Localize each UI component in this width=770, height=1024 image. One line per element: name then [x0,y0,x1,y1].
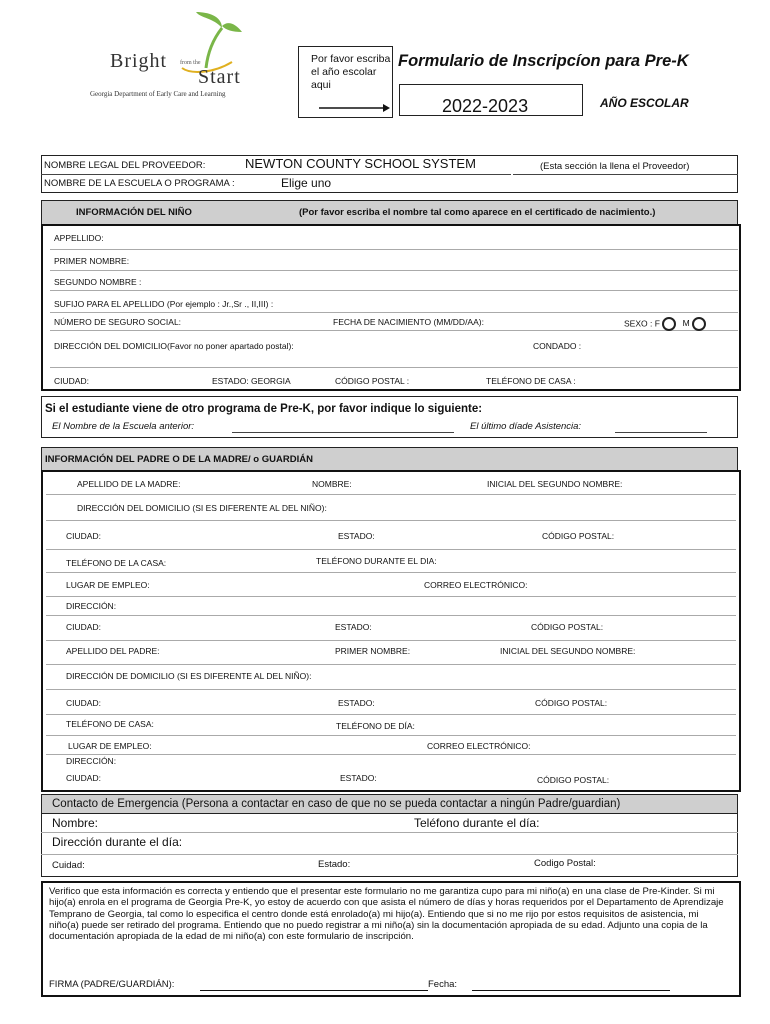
father-work-state[interactable]: ESTADO: [340,773,377,783]
sex-f-radio[interactable] [662,317,676,331]
mother-initial[interactable]: INICIAL DEL SEGUNDO NOMBRE: [487,479,623,489]
sex-f-label: SEXO : F [624,318,660,329]
father-state[interactable]: ESTADO: [338,698,375,708]
emergency-day-address[interactable]: Dirección durante el día: [52,835,183,849]
child-first-name[interactable]: PRIMER NOMBRE: [54,256,130,266]
emergency-title: Contacto de Emergencia (Persona a contactar en caso de que no se pueda contactar a ningún Padre/guardian) [52,798,621,810]
emergency-zip[interactable]: Codigo Postal: [534,858,596,869]
father-last-name[interactable]: APELLIDO DEL PADRE: [66,646,160,656]
father-city[interactable]: CIUDAD: [66,698,101,708]
mother-work-state[interactable]: ESTADO: [335,622,372,632]
logo-from-the: from the [180,60,201,66]
mother-work-city[interactable]: CIUDAD: [66,622,101,632]
form-title: Formulario de Inscripcíon para Pre-K [398,52,689,70]
child-suffix[interactable]: SUFIJO PARA EL APELLIDO (Por ejemplo : Jr.,Sr ., II,III) : [54,299,274,309]
provider-legal-value[interactable]: NEWTON COUNTY SCHOOL SYSTEM [245,156,476,171]
child-info-header [41,200,738,225]
prev-last-day-label: El último díade Asistencia: [470,421,582,432]
father-home-phone[interactable]: TELÉFONO DE CASA: [66,719,154,729]
father-zip[interactable]: CÓDIGO POSTAL: [535,698,608,708]
mother-home-phone[interactable]: TELÉFONO DE LA CASA: [66,558,167,568]
child-city[interactable]: CIUDAD: [54,376,89,386]
mother-city[interactable]: CIUDAD: [66,531,101,541]
emergency-name[interactable]: Nombre: [52,816,99,830]
child-info-title: INFORMACIÓN DEL NIÑO [76,207,192,218]
father-first-name[interactable]: PRIMER NOMBRE: [335,646,411,656]
mother-state[interactable]: ESTADO: [338,531,375,541]
agreement-text: Verifico que esta información es correcta y entiendo que el presentar este formulario no me garantiza cupo para mi niño(a) en una clase de Pre-Kinder. Si mi hijo(a) enrola en el programa de Georgia Pre-K, yo estoy de acuerdo con que asista el número de días y horas requeridos por el Departamento de Aprendizaje Temprano de Georgia, tal como lo especifica el centro donde está enrolado(a) mi hijo(a). Entiendo que si no me rijo por estos requisitos de asistencia, mi niño(a) puede ser retirado del programa. Entiendo que no puedo registrar a mi niño(a) sin la documentación apropiada de su edad. Adjunto una copia de la documentación apropiada de la edad de mi niño(a) con este formulario de inscripción. [49,886,724,943]
mother-day-phone[interactable]: TELÉFONO DURANTE EL DIA: [316,556,437,566]
year-note-box [298,46,393,118]
child-sex [624,317,706,331]
emergency-day-phone[interactable]: Teléfono durante el día: [414,816,540,830]
child-county[interactable]: CONDADO : [533,341,582,351]
year-note: Por favor escriba el año escolar aqui [311,53,391,91]
child-middle-name[interactable]: SEGUNDO NOMBRE : [54,277,142,287]
emergency-header [41,794,738,814]
child-ssn[interactable]: NÚMERO DE SEGURO SOCIAL: [54,317,182,327]
father-employer[interactable]: LUGAR DE EMPLEO: [68,741,152,751]
date-label: Fecha: [428,979,458,990]
father-address[interactable]: DIRECCIÓN DE DOMICILIO (SI ES DIFERENTE AL DEL NIÑO): [66,671,312,681]
provider-legal-label: NOMBRE LEGAL DEL PROVEEDOR: [44,160,206,171]
school-program-label: NOMBRE DE LA ESCUELA O PROGRAMA : [44,178,235,189]
arrow-right-icon [319,102,391,114]
mother-work-address[interactable]: DIRECCIÓN: [66,601,117,611]
logo-agency: Georgia Department of Early Care and Learning [90,90,226,98]
logo-bright: Bright [110,50,168,72]
school-program-value[interactable]: Elige uno [281,176,332,190]
parent-info-title: INFORMACIÓN DEL PADRE O DE LA MADRE/ o GUARDIÁN [45,454,313,465]
school-year-label: AÑO ESCOLAR [600,96,689,110]
child-info-note: (Por favor escriba el nombre tal como aparece en el certificado de nacimiento.) [299,207,656,218]
mother-name[interactable]: NOMBRE: [312,479,352,489]
mother-employer[interactable]: LUGAR DE EMPLEO: [66,580,150,590]
school-year-box[interactable] [399,84,583,116]
father-initial[interactable]: INICIAL DEL SEGUNDO NOMBRE: [500,646,636,656]
mother-zip[interactable]: CÓDIGO POSTAL: [542,531,615,541]
logo-start: Start [198,66,241,88]
father-work-zip[interactable]: CÓDIGO POSTAL: [537,775,610,785]
mother-email[interactable]: CORREO ELECTRÓNICO: [424,580,528,590]
bright-from-the-start-logo [86,10,276,100]
mother-address[interactable]: DIRECCIÓN DEL DOMICILIO (SI ES DIFERENTE AL DEL NIÑO): [77,503,327,513]
date-line[interactable] [472,990,670,991]
mother-work-zip[interactable]: CÓDIGO POSTAL: [531,622,604,632]
child-zip[interactable]: CÓDIGO POSTAL : [335,376,410,386]
father-work-city[interactable]: CIUDAD: [66,773,101,783]
signature-line[interactable] [200,990,428,991]
father-work-address[interactable]: DIRECCIÓN: [66,756,117,766]
child-dob[interactable]: FECHA DE NACIMIENTO (MM/DD/AA): [333,317,484,327]
emergency-state[interactable]: Estado: [318,859,351,870]
sex-m-radio[interactable] [692,317,706,331]
prev-last-day-line[interactable] [615,432,707,433]
child-last-name[interactable]: APPELLIDO: [54,233,104,243]
parent-info-header [41,447,738,471]
father-day-phone[interactable]: TELÉFONO DE DÍA: [336,721,415,731]
child-address[interactable]: DIRECCIÓN DEL DOMICILIO(Favor no poner apartado postal): [54,341,294,351]
sex-m-label: M [682,318,690,329]
child-phone[interactable]: TELÉFONO DE CASA : [486,376,576,386]
father-email[interactable]: CORREO ELECTRÓNICO: [427,741,531,751]
mother-last-name[interactable]: APELLIDO DE LA MADRE: [77,479,181,489]
prev-school-label: El Nombre de la Escuela anterior: [52,421,195,432]
school-year: 2022-2023 [442,96,529,116]
signature-label: FIRMA (PADRE/GUARDIÁN): [49,979,175,990]
provider-note: (Esta sección la llena el Proveedor) [540,161,690,172]
prev-school-line[interactable] [232,432,454,433]
emergency-city[interactable]: Cuidad: [52,860,85,871]
child-state: ESTADO: GEORGIA [212,376,291,386]
prev-program-heading: Si el estudiante viene de otro programa de Pre-K, por favor indique lo siguiente: [45,403,483,415]
